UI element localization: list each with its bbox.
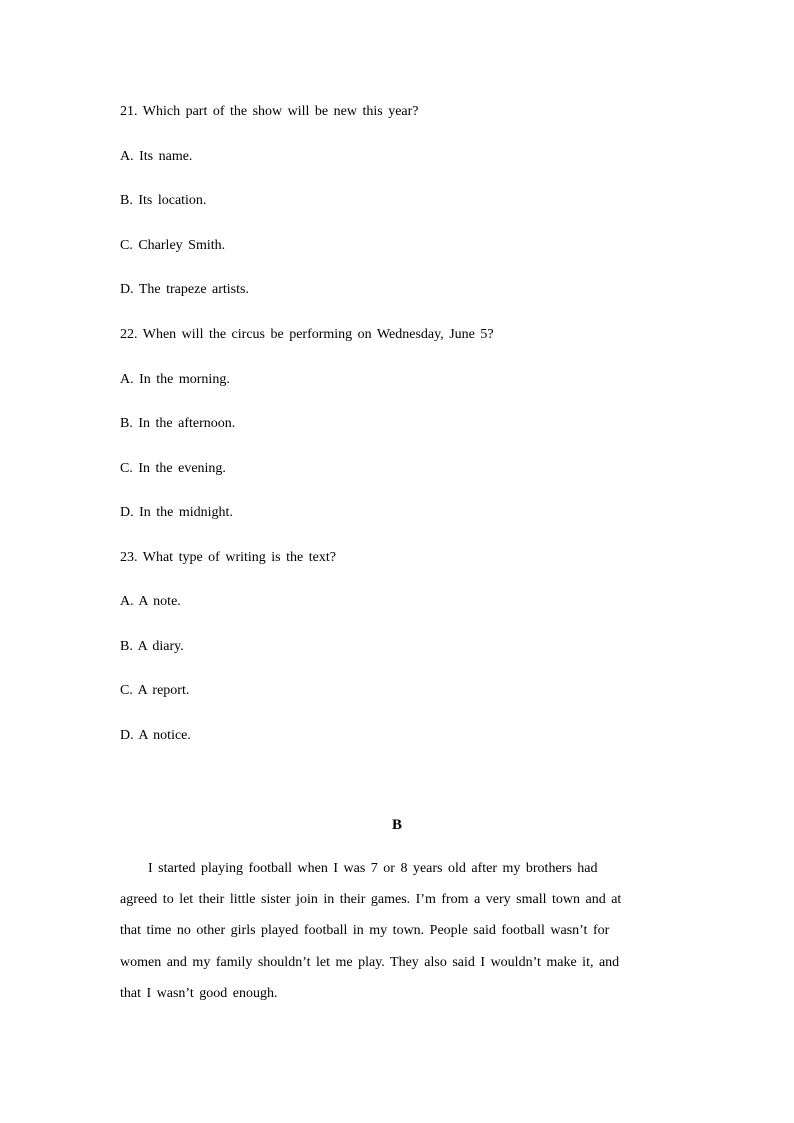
paragraph-line: agreed to let their little sister join in their games. I’m from a very small town and at — [120, 892, 622, 907]
question-23-option-a: A. A note. — [120, 594, 181, 609]
question-23-option-c: C. A report. — [120, 683, 190, 698]
question-22-stem: 22. When will the circus be performing on Wednesday, June 5? — [120, 327, 494, 342]
paragraph-line: that time no other girls played football in my town. People said football wasn’t for — [120, 923, 610, 938]
question-22-option-d: D. In the midnight. — [120, 505, 233, 520]
question-21-option-a: A. Its name. — [120, 149, 193, 164]
question-23-stem: 23. What type of writing is the text? — [120, 550, 336, 565]
question-23-option-b: B. A diary. — [120, 639, 184, 654]
question-21-stem: 21. Which part of the show will be new this year? — [120, 104, 419, 119]
question-21-option-c: C. Charley Smith. — [120, 238, 226, 253]
paragraph-line: women and my family shouldn’t let me play. They also said I wouldn’t make it, and — [120, 955, 620, 970]
section-heading: B — [391, 817, 402, 833]
question-21-option-b: B. Its location. — [120, 193, 207, 208]
question-22-option-a: A. In the morning. — [120, 372, 230, 387]
question-21-option-d: D. The trapeze artists. — [120, 282, 249, 297]
question-22-option-b: B. In the afternoon. — [120, 416, 236, 431]
paragraph-line: that I wasn’t good enough. — [120, 986, 278, 1001]
question-22-option-c: C. In the evening. — [120, 461, 226, 476]
question-23-option-d: D. A notice. — [120, 728, 191, 743]
paragraph-line: I started playing football when I was 7 or 8 years old after my brothers had — [148, 861, 598, 876]
